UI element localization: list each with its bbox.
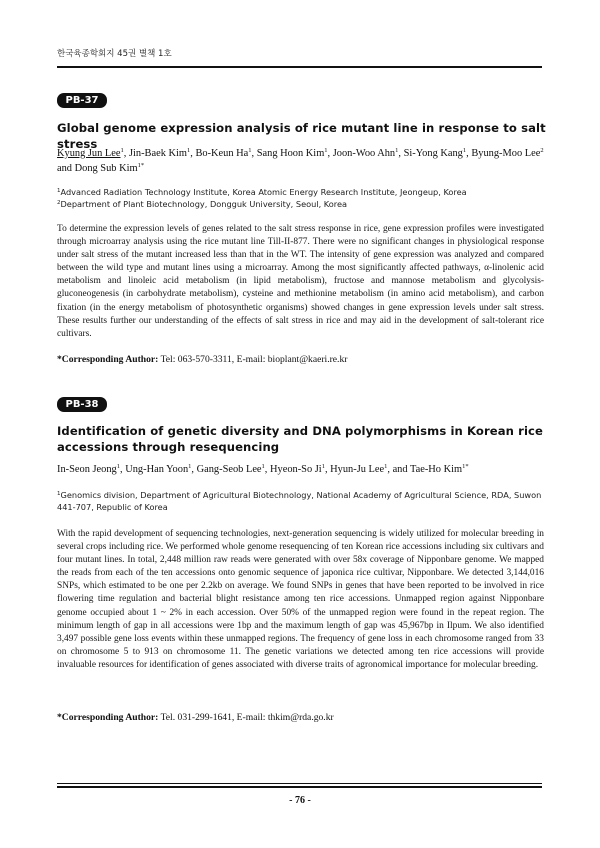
author-affiliation-mark: 1: [462, 147, 467, 154]
author-name: Byung-Moo Lee: [471, 148, 541, 159]
abstract-id-badge: PB-38: [57, 397, 107, 412]
affiliation: [57, 186, 547, 198]
author-name: Dong Sub Kim: [74, 163, 138, 174]
abstract-id-badge: PB-37: [57, 93, 107, 108]
abstract-title: Global genome expression analysis of rice mutant line in response to salt stress: [57, 121, 546, 151]
author-name: Gang-Seob Lee: [196, 464, 262, 475]
author-affiliation-mark: 2: [540, 147, 544, 154]
header-rule: [57, 66, 542, 68]
author-separator: , and: [387, 464, 408, 475]
author-separator: ,: [466, 148, 469, 159]
corresponding-author: [57, 353, 547, 366]
affiliation: [57, 198, 547, 210]
corresponding-label: *Corresponding Author:: [57, 712, 159, 723]
affiliation-mark: 2: [57, 200, 61, 206]
footer-rule: [57, 786, 542, 788]
journal-header: 한국육종학회지 45권 별책 1호: [57, 49, 172, 59]
author-separator: ,: [120, 464, 123, 475]
corresponding-author: [57, 711, 547, 724]
author-name: Hyun-Ju Lee: [330, 464, 385, 475]
author-separator: ,: [191, 464, 195, 475]
author-name: Kyung Jun Lee: [57, 148, 121, 159]
author-name: Si-Yong Kang: [403, 148, 463, 159]
author-name: Tae-Ho Kim: [410, 464, 463, 475]
abstract-body: With the rapid development of sequencing technologies, next-generation sequencing is widely utilized for molecular breeding in several crops including rice. We performed whole genome resequencing of ten Korean rice accessions including six cultivars and four mutant lines. In total, 2,448 million raw reads were generated with over 58x coverage of Nipponbare genome. We mapped the reads from each of the ten accessions onto genomic sequence of japonica rice cultivar, Nipponbare. We detected 3,144,016 SNPs, which estimated to be one per 2.2kb on average. We found SNPs in genes that have been reported to be involved in rice flowering time regulation and bacterial blight resistance among ten rice accessions. Unmapped region against Nipponbare genome occupied about 1 ~ 2% in each accession. Over 50% of the unmapped region were found in the repeat region. The minimum length of gap in all accessions were 1bp and the maximum length of gap was 45,967bp in Ilpum. We also identified 3,497 possible gene loss events within these unmapped regions. The frequency of gene loss in each chromosome ranged from 33 on chromosome 5 to 913 on chromosome 11. The genetic variations we detected among ten rice accessions will provide invaluable resources for identification of genes associated with diverse traits of agronomical importance for molecular breeding.: [57, 529, 544, 670]
author-name: Bo-Keun Ha: [195, 148, 249, 159]
author-separator: ,: [251, 148, 255, 159]
author-separator: ,: [324, 464, 328, 475]
corresponding-label: *Corresponding Author:: [57, 354, 159, 365]
author-affiliation-mark: 1: [395, 147, 399, 154]
author-affiliation-mark: 1: [324, 147, 328, 154]
author-affiliation-mark: 1: [321, 463, 325, 470]
author-list: [57, 462, 547, 477]
affiliation-text: Advanced Radiation Technology Institute, Korea Atomic Energy Research Institute, Jeongeup, Korea: [60, 187, 467, 197]
affiliation: [57, 489, 547, 513]
footer-rule: [57, 783, 542, 784]
abstract-title: Identification of genetic diversity and DNA polymorphisms in Korean rice accessions through resequencing: [57, 424, 543, 454]
author-affiliation-mark: 1: [261, 463, 265, 470]
corresponding-contact: Tel: 063-570-3311, E-mail: bioplant@kaeri.re.kr: [160, 354, 348, 365]
author-name: Joon-Woo Ahn: [332, 148, 396, 159]
affiliation-mark: 1: [57, 188, 61, 194]
author-affiliation-mark: 1*: [462, 463, 469, 470]
affiliation-text: Genomics division, Department of Agricultural Biotechnology, National Academy of Agricultural Science, RDA, Suwon 441-707, Republic of Korea: [57, 490, 542, 512]
author-separator: ,: [398, 148, 401, 159]
author-affiliation-mark: 1: [188, 463, 192, 470]
author-list: [57, 146, 547, 176]
author-separator: ,: [123, 148, 127, 159]
affiliation-text: Department of Plant Biotechnology, Dongguk University, Seoul, Korea: [60, 199, 348, 209]
corresponding-contact: Tel. 031-299-1641, E-mail: thkim@rda.go.kr: [160, 712, 334, 723]
author-separator: ,: [327, 148, 331, 159]
author-name: In-Seon Jeong: [57, 464, 117, 475]
author-affiliation-mark: 1: [116, 463, 120, 470]
author-affiliation-mark: 1: [186, 147, 191, 154]
author-affiliation-mark: 1: [248, 147, 252, 154]
affiliation-list: [57, 186, 547, 210]
author-affiliation-mark: 1: [120, 147, 124, 154]
author-separator: ,: [190, 148, 193, 159]
author-name: Sang Hoon Kim: [256, 148, 325, 159]
author-name: Ung-Han Yoon: [125, 464, 189, 475]
abstract-body: To determine the expression levels of genes related to the salt stress response in rice, gene expression profiles were investigated through microarray analysis using the rice mutant line Till-II-877. There were no significant changes in physiological response under salt stress of the mutant increased less than that in the WT. The intensity of gene expression was analyzed and compared between the wild type and mutant lines using a microarray. Among the most significantly affected pathways, α-linolenic acid metabolism and linoleic acid metabolism (in lipid metabolism), fructose and mannose metabolism and glycolysis-gluconeogenesis (in carbohydrate metabolism), cysteine and methionine metabolism (in amino acid metabolism), and carbon fixation (in the energy metabolism of photosynthetic organisms) showed changes in gene expression levels under salt stress. These results further our understanding of the effects of salt stress in rice and may aid in the development of salt-tolerant rice cultivars.: [57, 224, 544, 339]
affiliation-list: [57, 489, 547, 513]
author-affiliation-mark: 1: [384, 463, 388, 470]
author-separator: ,: [264, 464, 268, 475]
author-separator: and: [57, 163, 73, 174]
author-affiliation-mark: 1*: [137, 162, 145, 169]
page-number: - 76 -: [289, 795, 311, 806]
affiliation-mark: 1: [57, 491, 61, 497]
author-name: Hyeon-So Ji: [270, 464, 322, 475]
author-name: Jin-Baek Kim: [128, 148, 187, 159]
